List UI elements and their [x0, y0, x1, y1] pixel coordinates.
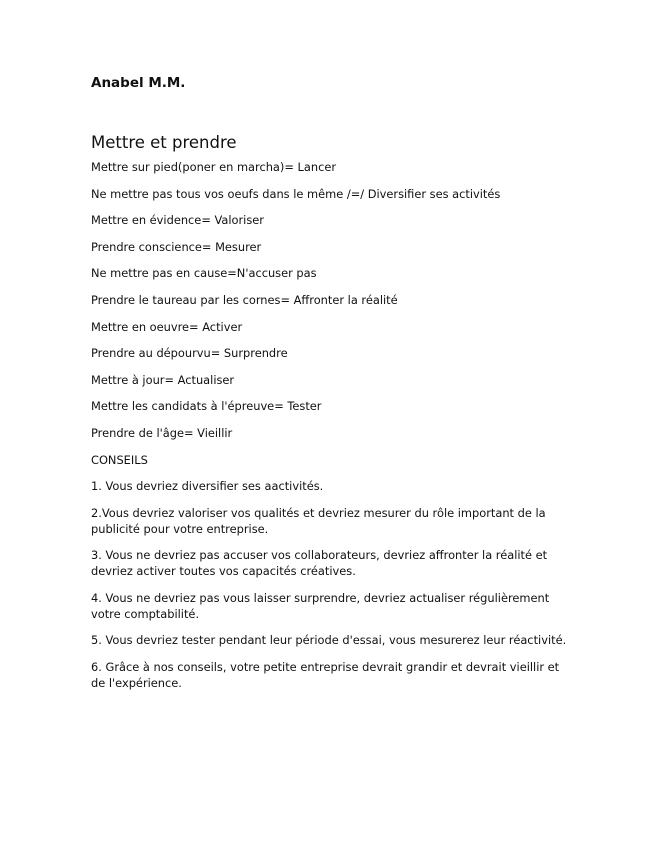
expression-item: Prendre le taureau par les cornes= Affronter la réalité	[91, 292, 398, 307]
expression-item: Prendre conscience= Mesurer	[91, 239, 262, 254]
expression-item: Mettre en oeuvre= Activer	[91, 319, 243, 334]
expression-item: Ne mettre pas tous vos oeufs dans le même /=/ Diversifier ses activités	[91, 186, 501, 201]
expression-item: Prendre de l'âge= Vieillir	[91, 425, 233, 440]
advice-item: 3. Vous ne devriez pas accuser vos collaborateurs, devriez affronter la réalité et devriez activer toutes vos capacités créatives.	[91, 548, 548, 579]
advice-item: 6. Grâce à nos conseils, votre petite entreprise devrait grandir et devrait vieillir et de l'expérience.	[91, 659, 560, 690]
document-title: Mettre et prendre	[91, 133, 237, 152]
advice-item: 1. Vous devriez diversifier ses aactivités.	[91, 479, 324, 494]
advice-item: 5. Vous devriez tester pendant leur période d'essai, vous mesurerez leur réactivité.	[91, 633, 567, 648]
advice-item: 4. Vous ne devriez pas vous laisser surprendre, devriez actualiser régulièrement votre comptabilité.	[91, 590, 550, 621]
expression-item: Mettre les candidats à l'épreuve= Tester	[91, 399, 322, 414]
expression-item: Ne mettre pas en cause=N'accuser pas	[91, 266, 317, 281]
section-heading-conseils: CONSEILS	[91, 452, 148, 467]
expression-item: Mettre sur pied(poner en marcha)= Lancer	[91, 160, 337, 174]
expression-item: Mettre à jour= Actualiser	[91, 372, 235, 387]
expression-list	[91, 159, 581, 441]
advice-list	[91, 478, 581, 691]
advice-item: 2.Vous devriez valoriser vos qualités et devriez mesurer du rôle important de la publicité pour votre entreprise.	[91, 505, 546, 536]
expression-item: Mettre en évidence= Valoriser	[91, 213, 264, 228]
document-body	[91, 74, 581, 701]
expression-item: Prendre au dépourvu= Surprendre	[91, 346, 288, 361]
author-name: Anabel M.M.	[91, 75, 186, 91]
